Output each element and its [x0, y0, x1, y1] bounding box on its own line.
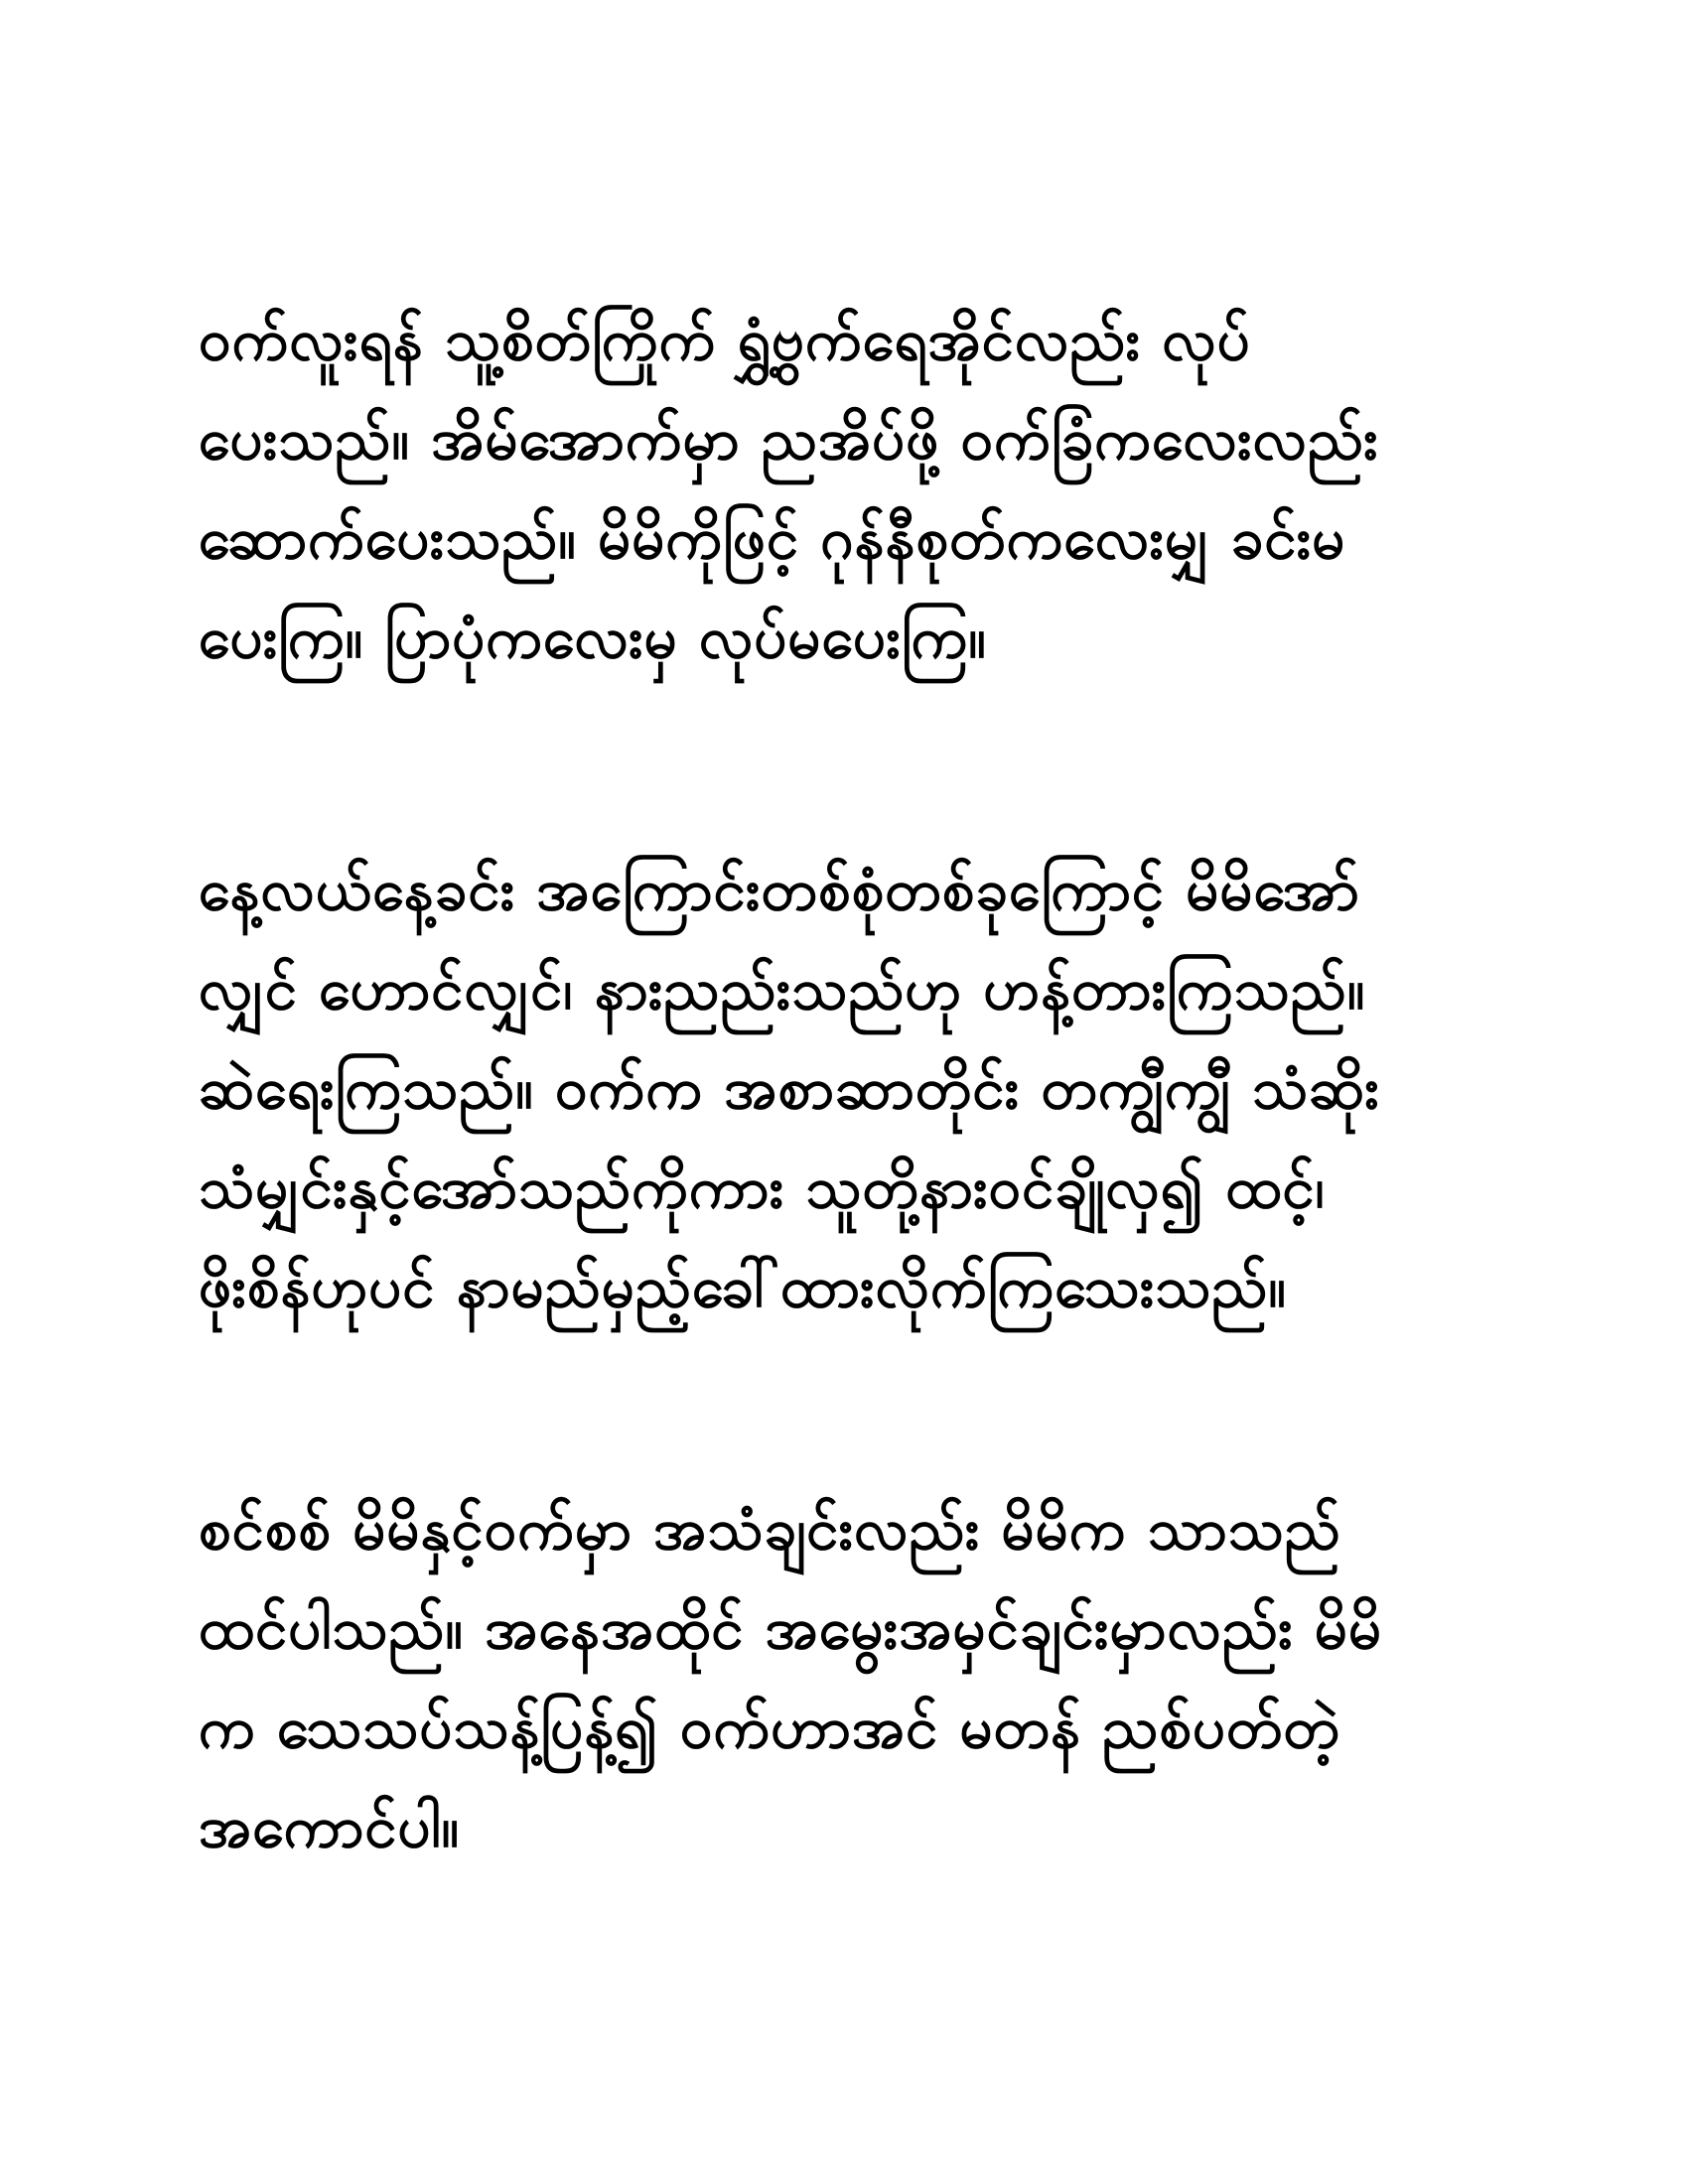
text-line: ပေးသည်။ အိမ်အောက်မှာ ညအိပ်ဖို့ ဝက်ခြံကလေးလည်း: [199, 405, 1379, 473]
text-line: ဖိုးစိန်ဟုပင် နာမည်မှည့်ခေါ်ထားလိုက်ကြသေးသည်။: [199, 1253, 1288, 1320]
text-line: နေ့လယ်နေ့ခင်း အကြောင်းတစ်စုံတစ်ခုကြောင့် မိမိအော်: [199, 856, 1360, 923]
text-line: က သေသပ်သန့်ပြန့်၍ ဝက်ဟာအင် မတန် ညစ်ပတ်တဲ့: [199, 1694, 1340, 1761]
text-line: အကောင်ပါ။: [199, 1793, 461, 1860]
text-line: ထင်ပါသည်။ အနေအထိုင် အမွေးအမှင်ချင်းမှာလည်း မိမိ: [199, 1594, 1383, 1662]
paragraph-1: [199, 290, 1489, 687]
text-line: ဆောက်ပေးသည်။ မိမိကိုဖြင့် ဂုန်နီစုတ်ကလေးမျှ ခင်းမ: [199, 504, 1346, 572]
text-line: စင်စစ် မိမိနှင့်ဝက်မှာ အသံချင်းလည်း မိမိက သာသည်: [199, 1495, 1341, 1563]
text-line: ဆဲရေးကြသည်။ ဝက်က အစာဆာတိုင်း တကျွီကျွီ သံဆိုး: [199, 1054, 1380, 1122]
text-line: လျှင် ဟောင်လျှင်၊ နားညည်းသည်ဟု ဟန့်တားကြသည်။: [199, 955, 1366, 1023]
text-line: ပေးကြ။ ပြာပုံကလေးမှ လုပ်မပေးကြ။: [199, 604, 987, 671]
text-line: သံမျှင်းနှင့်အော်သည်ကိုကား သူတို့နားဝင်ချိုလှ၍ ထင့်၊: [199, 1154, 1326, 1221]
paragraph-3: [199, 1479, 1489, 1876]
paragraph-2: [199, 840, 1489, 1336]
text-line: ဝက်လူးရန် သူ့စိတ်ကြိုက် ရွှံ့ဗွက်ရေအိုင်လည်း လုပ်: [199, 306, 1251, 373]
